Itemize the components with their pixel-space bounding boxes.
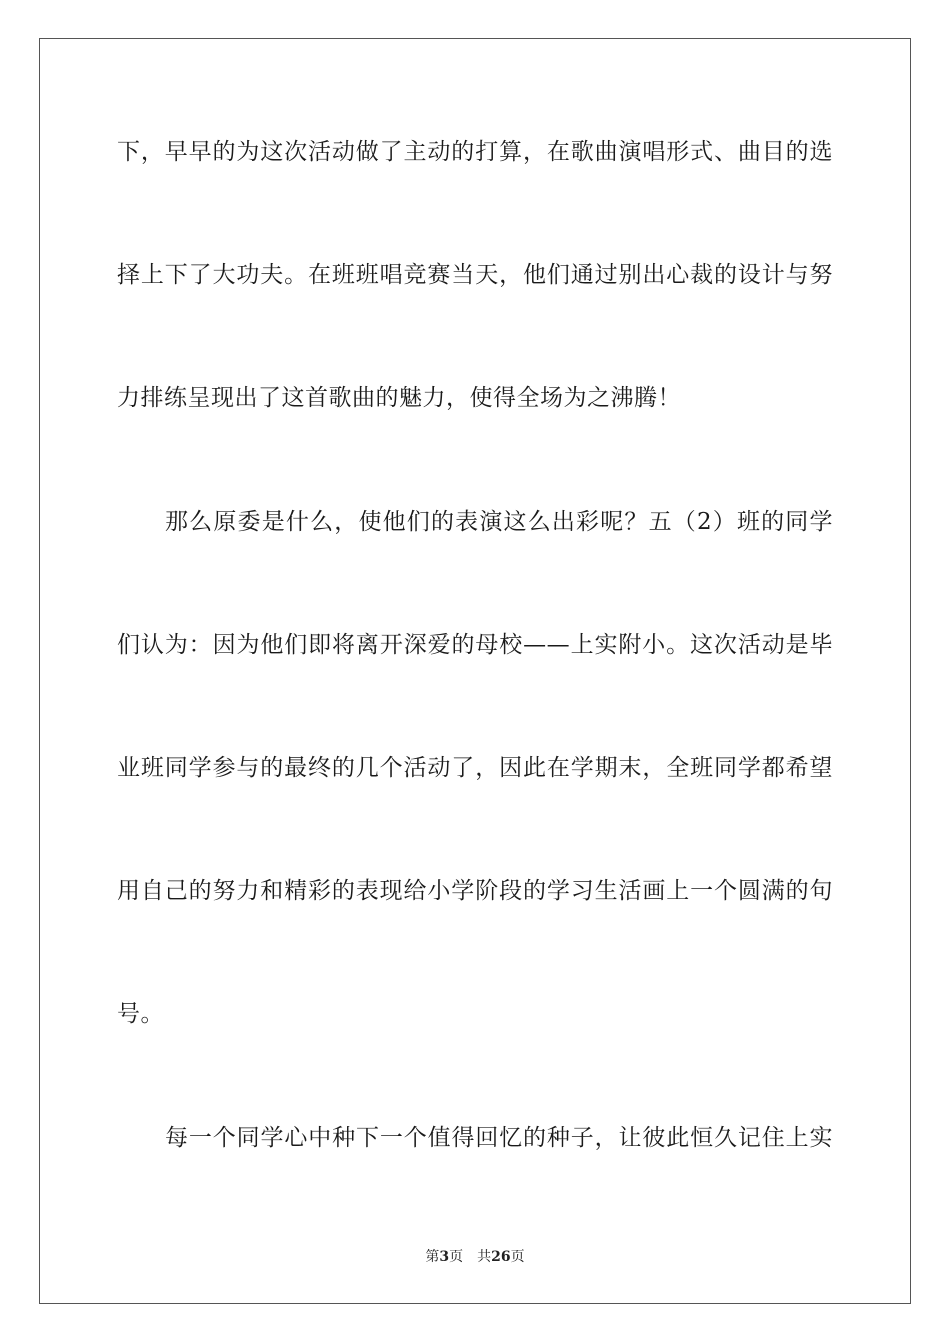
page-border xyxy=(39,38,911,1304)
page-total: 26 xyxy=(491,1249,511,1265)
text-line: 那么原委是什么，使他们的表演这么出彩呢？五（2）班的同学 xyxy=(165,509,833,535)
text-line: 力排练呈现出了这首歌曲的魅力，使得全场为之沸腾！ xyxy=(117,385,681,411)
text-line: 择上下了大功夫。在班班唱竞赛当天，他们通过别出心裁的设计与努 xyxy=(117,262,833,288)
text-line: 每一个同学心中种下一个值得回忆的种子，让彼此恒久记住上实 xyxy=(165,1125,833,1151)
text-line: 用自己的努力和精彩的表现给小学阶段的学习生活画上一个圆满的句 xyxy=(117,878,833,904)
total-prefix: 共 xyxy=(477,1249,492,1265)
total-suffix: 页 xyxy=(510,1249,525,1265)
text-line: 号。 xyxy=(117,1001,164,1027)
page-footer xyxy=(0,1248,950,1266)
page-prefix: 第 xyxy=(425,1249,440,1265)
page-mid: 页 xyxy=(449,1249,464,1265)
text-line: 们认为：因为他们即将离开深爱的母校——上实附小。这次活动是毕 xyxy=(117,632,833,658)
text-line: 下，早早的为这次活动做了主动的打算，在歌曲演唱形式、曲目的选 xyxy=(117,139,833,165)
page-current: 3 xyxy=(439,1249,450,1265)
text-line: 业班同学参与的最终的几个活动了，因此在学期末，全班同学都希望 xyxy=(117,755,833,781)
